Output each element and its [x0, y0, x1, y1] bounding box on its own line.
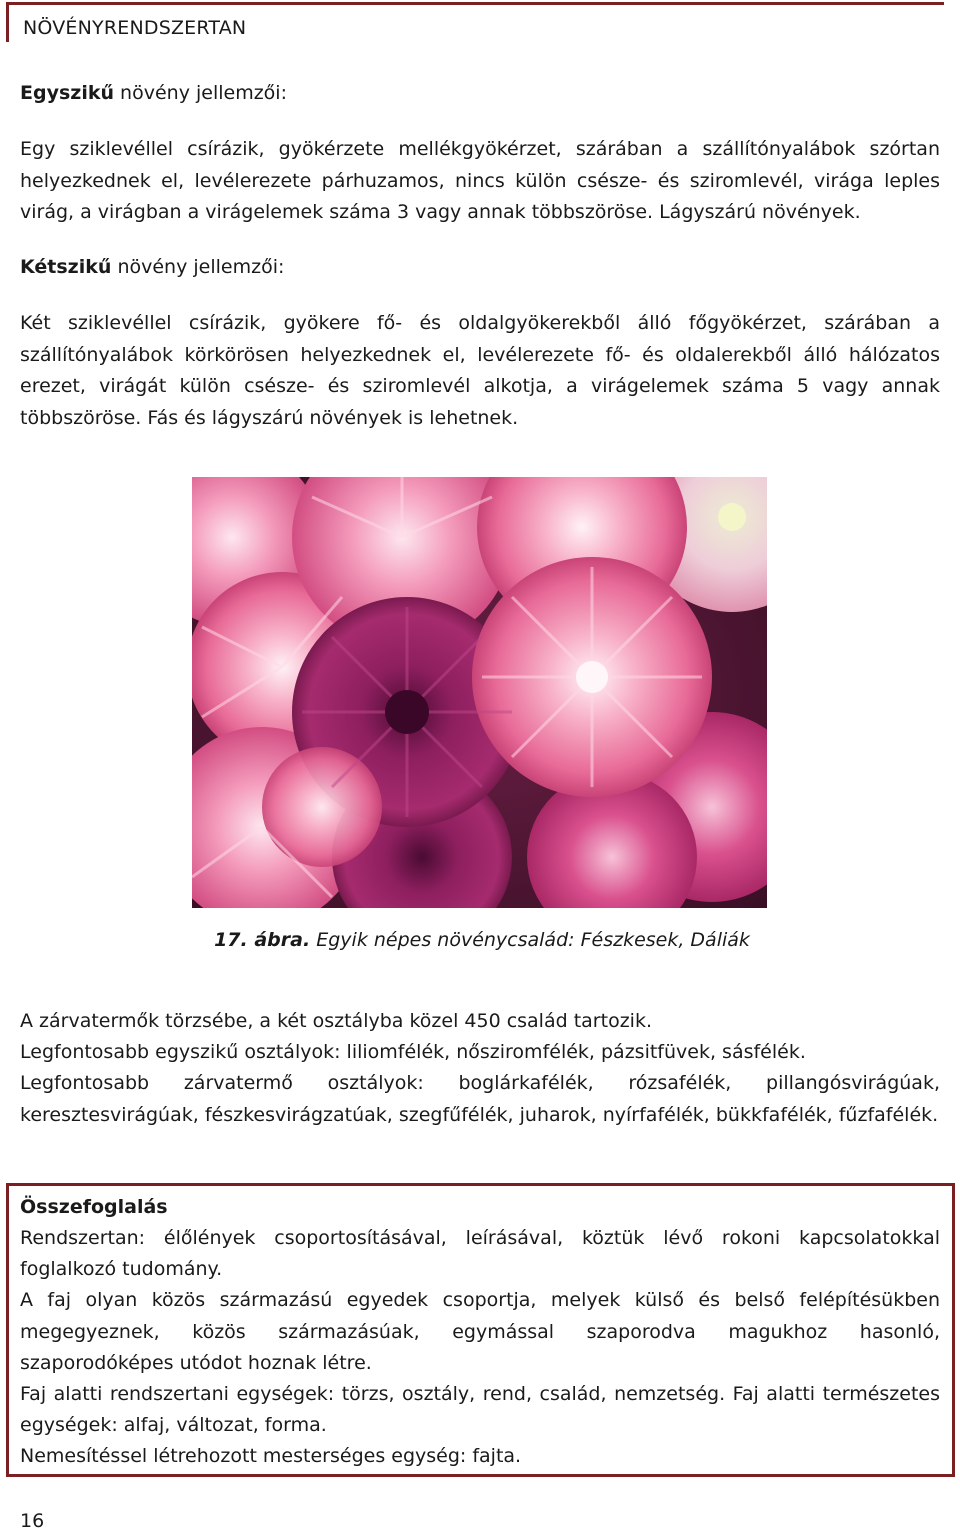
summary-paragraph-3: Faj alatti rendszertani egységek: törzs, osztály, rend, család, nemzetség. Faj alatti természetes egységek: alfaj, változat, forma.	[20, 1383, 940, 1437]
summary-body	[20, 1223, 940, 1473]
monocot-heading	[20, 82, 287, 104]
dicot-heading-rest: növény jellemzői:	[111, 256, 285, 278]
summary-title: Összefoglalás	[20, 1196, 168, 1218]
monocot-paragraph: Egy sziklevéllel csírázik, gyökérzete mellékgyökérzet, szárában a szállítónyalábok szórtan helyezkednek el, levélerezete párhuzamos, nincs külön csésze- és sziromlevél, virága leples virág, a virágban a virágelemek száma 3 vagy annak többszöröse. Lágyszárú növények.	[20, 138, 940, 223]
dicot-heading	[20, 256, 284, 278]
angiosperm-line-1: A zárvatermők törzsébe, a két osztályba közel 450 család tartozik.	[20, 1010, 652, 1032]
page-number: 16	[20, 1510, 45, 1532]
figure-number: 17. ábra.	[214, 929, 311, 951]
dahlia-photo	[192, 477, 767, 908]
summary-paragraph-2: A faj olyan közös származású egyedek csoportja, melyek külső és belső felépítésükben megegyeznek, közös származásúak, egymással szaporodva magukhoz hasonló, szaporodóképes utódot hoznak létre.	[20, 1289, 940, 1374]
summary-paragraph-1: Rendszertan: élőlények csoportosításával, leírásával, köztük lévő rokoni kapcsolatokkal foglalkozó tudomány.	[20, 1227, 940, 1281]
figure-caption	[0, 929, 960, 951]
angiosperm-line-2: Legfontosabb egyszikű osztályok: liliomfélék, nősziromfélék, pázsitfüvek, sásfélék.	[20, 1041, 806, 1063]
summary-box	[6, 1183, 955, 1477]
monocot-heading-rest: növény jellemzői:	[114, 82, 287, 104]
monocot-heading-bold: Egyszikű	[20, 82, 115, 104]
summary-paragraph-4: Nemesítéssel létrehozott mesterséges egység: fajta.	[20, 1445, 522, 1468]
header-title: NÖVÉNYRENDSZERTAN	[23, 17, 247, 39]
dahlia-flowers-image	[192, 477, 767, 908]
angiosperm-line-3: Legfontosabb zárvatermő osztályok: boglárkafélék, rózsafélék, pillangósvirágúak, keresztesvirágúak, fészkesvirágzatúak, szegfűfélék, juharok, nyírfafélék, bükkfafélék, fűzfafélék.	[20, 1072, 940, 1126]
figure-caption-text: Egyik népes növénycsalád: Fészkesek, Dáliák	[310, 929, 750, 951]
dicot-heading-bold: Kétszikű	[20, 256, 112, 278]
page-header	[6, 2, 944, 42]
dicot-paragraph: Két sziklevéllel csírázik, gyökere fő- és oldalgyökerekből álló főgyökérzet, szárában a szállítónyalábok körkörösen helyezkednek el, levélerezete fő- és oldalerekből álló hálózatos erezet, virágát külön csésze- és sziromlevél alkotja, a virágelemek száma 5 vagy annak többszöröse. Fás és lágyszárú növények is lehetnek.	[20, 312, 940, 429]
